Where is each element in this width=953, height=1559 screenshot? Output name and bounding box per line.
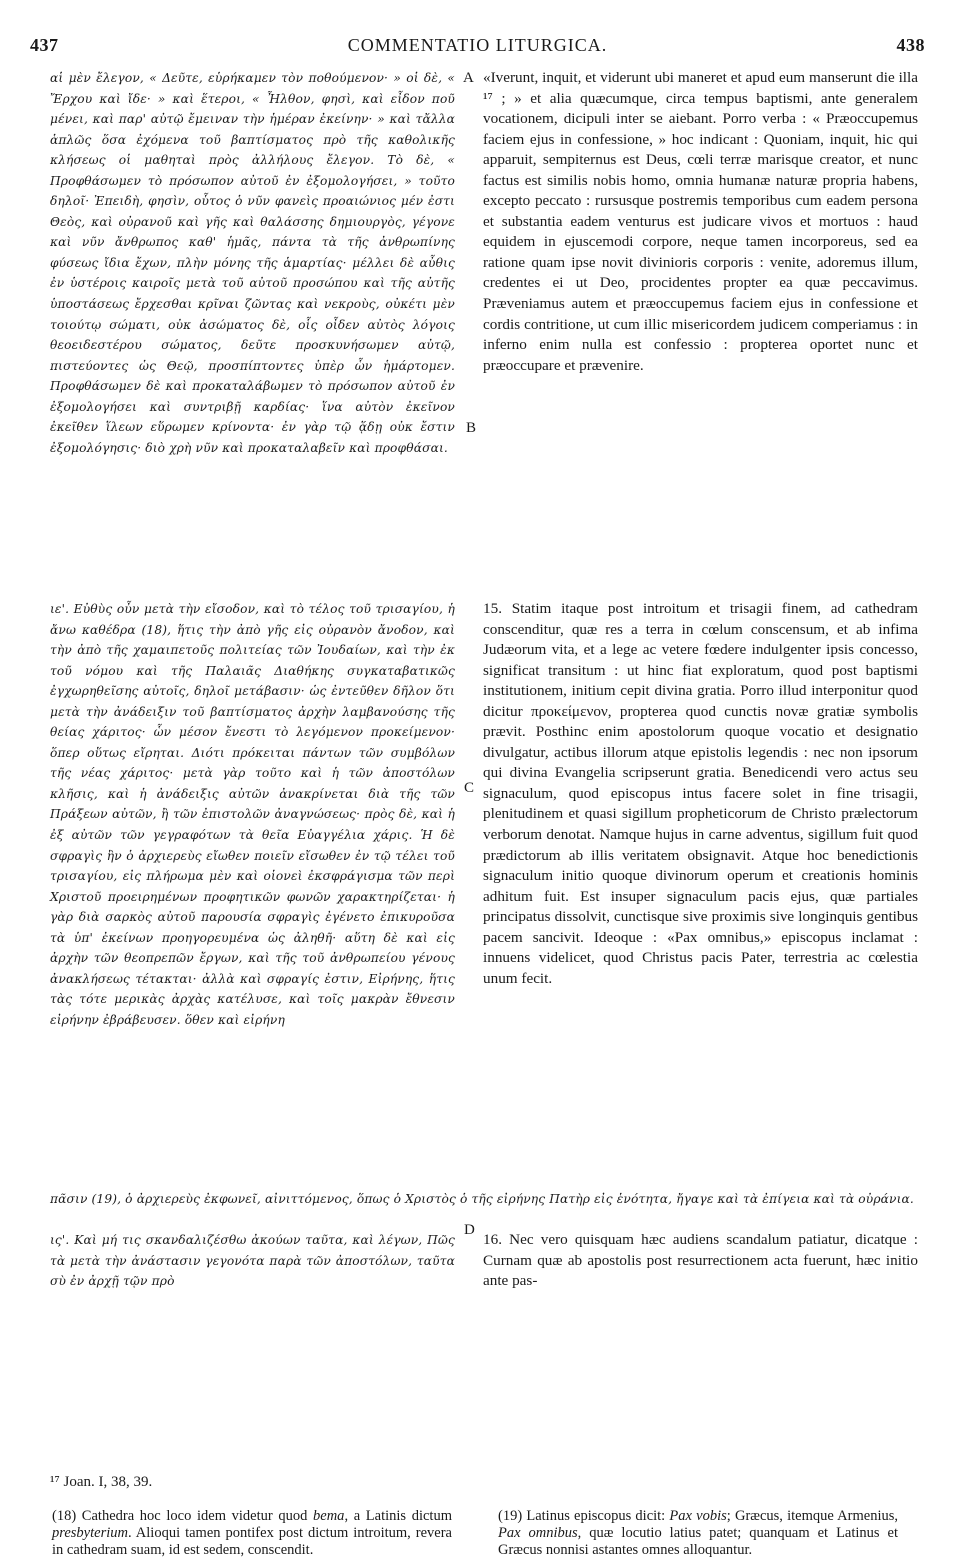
greek-text-block-3: ις'. Καὶ μή τις σκανδαλιζέσθω ἀκούων ταῦτα, καὶ λέγων, Πῶς τὰ μετὰ τὴν ἀνάστασιν γεγονότα παρὰ τῶν ἀποστόλων, ταῦτα σὺ ἐν ἀρχῇ τῷν πρὸ [50,1233,455,1289]
latin-text-block-2: 15. Statim itaque post introitum et trisagii finem, ad cathedram conscenditur, quæ res a terra in cœlum conscensum, et ab infima Judæorum vita, et a lege ac vetere fœdere indulgenter ipsis concesso, significat transitum : ut hinc fiat exploratum, quod post baptismi institutionem, initium cepit divina gratia. Porro illud interponitur quod dicitur προκείμενον, propterea quod cunctis novæ gratiæ symbolis prævit. Posthinc enim apostolorum quoque vocatio et designatio divulgatur, actibus illorum atque epistolis legendis : nec non ipsorum qui divina Evangelia scripserunt gratia. Benedicendi vero actus seu signaculum, quod episcopus intus facere solet in fine trisagii, plenitudinem et quasi sigillum propheticorum de Christo prælectorum verborum denotat. Namque hujus in carne adventus, sigillum fuit quod prædictorum ab illis veritatem obsignavit. Atque hoc benedictionis signaculum initio quoque divinorum operum et creationis hominis adhitum fuit. Est insuper signaculum pacis ejus, quæ partiales principatus dissolvit, cunctisque sive proximis sive longinquis gentibus pacem sancivit. Ideoque : «Pax omnibus,» episcopus inclamat : innuens videlicet, quod Christus pacis Pater, terrestria ac cœlestia unum fecit. [483,600,918,987]
latin-text-block-1: «Iverunt, inquit, et viderunt ubi maneret et apud eum manserunt die illa ¹⁷ ; » et alia quæcumque, circa tempus baptismi, ante generalem vocationem, dicipuli inter se aiebant. Porro verba : « Præoccupemus faciem ejus in confessione, » hoc indicant : Quoniam, inquit, hic qui apparuit, sempiternus est Deus, cœli terræ marisque creator, et nunc factus est similis nobis homo, omnia humanæ naturæ propria habens, excepto peccato : rursusque postremis temporibus cum eadem persona et substantia eadem venturus est judicare vivos et mortuos : haud equidem in ejuscemodi corpore, neque tamen incorporeus, sed ea ratione quam ipse novit divinioris corporis : venite, adoremus illum, credentes ei ut Deo, procidentes propter ea quæ peccavimus. Præveniamus autem et præoccupemus faciem ejus in confessione et cordis contritione, ut cum illic misericordem judicem comperiamus : in inferno enim nulla est confessio : propterea oportet nunc et præoccupare et prævenire. [483,69,918,374]
running-header [30,35,925,61]
margin-marker-d: D [464,1222,475,1238]
page-number-left: 437 [30,35,59,55]
note-19-text-c: , quæ locutio latius patet; quanquam et Latinus et Græcus nonnisi astantes omnes alloquantur. [498,1525,899,1558]
note-19-pax-vobis: Pax vobis [669,1508,727,1524]
note-18-text-a: (18) Cathedra hoc loco idem videtur quod [52,1508,314,1524]
note-18-text-c: . Alioqui tamen pontifex post dictum introitum, revera in cathedram suam, id est sedem, conscendit. [52,1525,452,1558]
footnote-reference: ¹⁷ Joan. I, 38, 39. [50,1474,153,1490]
margin-marker-b: B [466,420,477,436]
note-18-text-b: , a Latinis dictum [344,1508,452,1524]
note-19 [498,1508,898,1559]
running-title: COMMENTATIO LITURGICA. [347,35,608,55]
note-19-pax-omnibus: Pax omnibus [498,1525,578,1541]
margin-marker-c: C [464,780,475,796]
note-19-text-a: (19) Latinus episcopus dicit: [498,1508,670,1524]
greek-text-full-width: πᾶσιν (19), ὁ ἀρχιερεὺς ἐκφωνεῖ, αἰνιττόμενος, ὅπως ὁ Χριστὸς ὁ τῆς εἰρήνης Πατὴρ εἰς ἑνότητα, ἤγαγε καὶ τὰ ἐπίγεια καὶ τὰ οὐράνια. [50,1192,914,1206]
greek-text-block-1: αἱ μὲν ἔλεγον, « Δεῦτε, εὑρήκαμεν τὸν ποθούμενον· » οἱ δὲ, « Ἔρχου καὶ ἴδε· » καὶ ἕτεροι, « Ἦλθον, φησὶ, καὶ εἶδον ποῦ μένει, καὶ παρ' αὐτῷ ἔμειναν τὴν ἡμέραν ἐκείνην· » καὶ τἄλλα ἁπλῶς ὅσα ἐχόμενα τοῦ βαπτίσματος πρὸ τῆς καθολικῆς κλήσεως οἱ μαθηταὶ πρὸς ἀλλήλους ἔλεγον. Τὸ δὲ, « Προφθάσωμεν τὸ πρόσωπον αὐτοῦ ἐν ἐξομολογήσει, » τοῦτο δηλοῖ· Ἐπειδὴ, φησὶν, οὗτος ὁ νῦν φανεὶς προαιώνιος μέν ἐστι Θεὸς, καὶ οὐρανοῦ καὶ γῆς καὶ θαλάσσης δημιουργὸς, γέγονε καὶ νῦν ἄνθρωπος καθ' ἡμᾶς, πάντα τὰ τῆς ἀνθρωπίνης φύσεως ἴδια ἔχων, πλὴν μόνης τῆς ἁμαρτίας· μέλλει δὲ αὖθις ἐν ὑστέροις καιροῖς μετὰ τοῦ αὐτοῦ προσώπου καὶ τῆς αὐτῆς ὑποστάσεως ἔρχεσθαι κρῖναι ζῶντας καὶ νεκροὺς, οὐκέτι μὲν τοιούτῳ σώματι, οὐκ ἀσώματος δὲ, οἷς οἶδεν αὐτὸς λόγοις θεοειδεστέρου σώματος, δεῦτε προσκυνήσωμεν αὐτῷ, πιστεύοντες ὡς Θεῷ, προσπίπτοντες ὑπὲρ ὧν ἡμάρτομεν. Προφθάσωμεν δὲ καὶ προκαταλάβωμεν τὸ πρόσωπον αὐτοῦ ἐν ἐξομολογήσει καὶ συντριβῇ καρδίας· ἵνα αὐτὸν ἐκεῖνον ἐκεῖθεν ἵλεων εὕρωμεν κρίνοντα· ἐν γὰρ τῷ ᾅδῃ οὐκ ἔστιν ἐξομολόγησις· διὸ χρὴ νῦν καὶ προκαταλαβεῖν καὶ προφθάσαι. [50,71,455,455]
greek-text-block-2: ιε'. Εὐθὺς οὖν μετὰ τὴν εἴσοδον, καὶ τὸ τέλος τοῦ τρισαγίου, ἡ ἄνω καθέδρα (18), ἥτις τὴν ἀπὸ γῆς εἰς οὐρανὸν ἄνοδον, καὶ τὴν ἀπὸ τῆς χαμαιπετοῦς πολιτείας τῶν Ἰουδαίων, καὶ τὴν ἐκ τοῦ νόμου καὶ τῆς Παλαιᾶς Διαθήκης συγκαταβατικῶς ἐγχωρηθεῖσης αὐτοῖς, δηλοῖ μετάβασιν· ὡς ἐντεῦθεν δῆλον ὅτι μετὰ τὴν ἀνάδειξιν τοῦ βαπτίσματος ἀρχὴν λαμβανούσης τῆς θείας χάριτος· ὧν μέσον ἔνεστι τὸ λεγόμενον προκείμενον· ὅπερ οὕτως εἴρηται. Διότι πρόκειται πάντων τῶν συμβόλων τῆς νέας χάριτος· μετὰ γὰρ τοῦτο καὶ ἡ τῶν ἀποστόλων κλῆσις, καὶ ἡ ἀνάδειξις αὐτῶν ἀνακρίνεται διὰ τῆς τῶν Πράξεων αὐτῶν, ἢ τῶν ἐπιστολῶν ἀναγνώσεως· πρὸς δὲ, καὶ ἡ ἐξ αὐτῶν τῶν γεγραφότων τὰ θεῖα Εὐαγγέλια χάρις. Ἡ δὲ σφραγὶς ἣν ὁ ἀρχιερεὺς εἴωθεν ποιεῖν εἴσωθεν ἐν τῷ τέλει τοῦ τρισαγίου, εἰς πλήρωμα μὲν καὶ οἱονεὶ ἐκσφράγισμα τῶν περὶ Χριστοῦ προειρημένων προφητικῶν φωνῶν χαρακτηρίζεται· ἡ γὰρ διὰ σαρκὸς αὐτοῦ παρουσία σφραγὶς ἐγένετο ἐπικυροῦσα τὰ ὑπ' ἐκείνων προηγορευμένα ὡς ἀληθῆ· αὕτη δὲ καὶ εἰς ἀρχὴν τῶν θεοπρεπῶν ἔργων, καὶ τῆς τοῦ ἀνθρωπείου γένους ἀνακλήσεως τέτακται· ἀλλὰ καὶ σφραγίς ἐστιν, Εἰρήνης, ἥτις τὰς τότε μερικὰς ἀρχὰς κατέλυσε, καὶ τοῖς μακρὰν ἔθνεσιν εἰρήνην ἐβράβευσεν. ὅθεν καὶ εἰρήνη [50,602,455,1027]
margin-marker-a: A [463,70,474,86]
latin-text-block-3: 16. Nec vero quisquam hæc audiens scandalum patiatur, dicatque : Curnam quæ ab apostolis post resurrectionem acta fuerunt, hæc initio ante pas- [483,1231,918,1290]
page-number-right: 438 [896,35,925,55]
note-18 [52,1508,452,1559]
note-18-bema: bema [313,1508,345,1524]
note-18-presbyterium: presbyterium [52,1525,128,1541]
note-19-text-b: ; Græcus, itemque Armenius, [726,1508,898,1524]
